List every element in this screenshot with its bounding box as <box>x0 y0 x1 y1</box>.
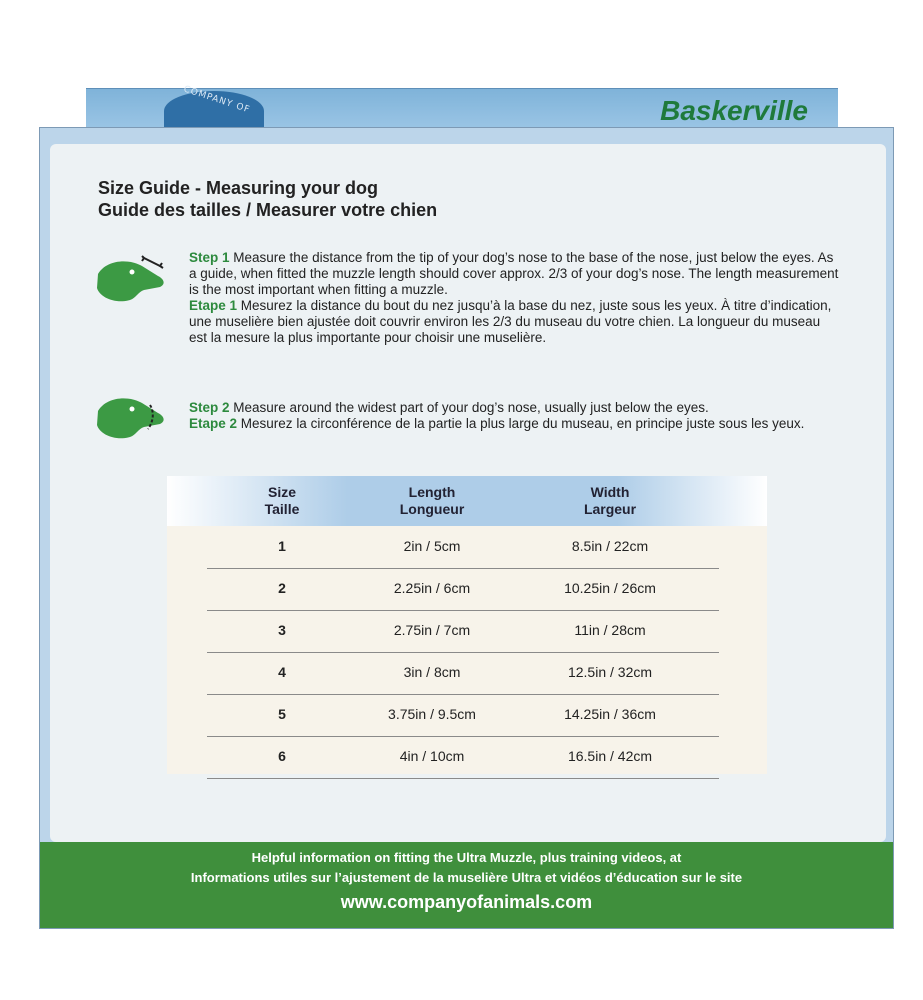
size-table <box>167 476 767 774</box>
table-row <box>207 652 719 695</box>
title-english: Size Guide - Measuring your dog <box>98 178 379 198</box>
header-length <box>367 484 497 518</box>
etape-2-label: Etape 2 <box>189 416 238 431</box>
size-cell: 6 <box>278 748 286 764</box>
step-2-text <box>189 400 839 432</box>
company-logo-text: COMPANY OF <box>182 84 252 116</box>
table-row <box>207 568 719 611</box>
header-length-en: Length <box>408 484 456 500</box>
length-cell: 3in / 8cm <box>403 664 461 680</box>
table-row <box>207 610 719 653</box>
step-2-body: Measure around the widest part of your dog’s nose, usually just below the eyes. <box>233 400 709 415</box>
header-width-en: Width <box>590 484 630 500</box>
length-cell: 2in / 5cm <box>403 538 461 554</box>
length-cell: 4in / 10cm <box>399 748 465 764</box>
width-cell: 14.25in / 36cm <box>564 706 656 722</box>
step-1-body: Measure the distance from the tip of your dog’s nose to the base of the nose, just below the eyes. As a guide, when fitted the muzzle length should cover approx. 2/3 of your dog’s nose. The length measurement is the most important when fitting a muzzle. <box>189 250 839 297</box>
size-cell: 1 <box>278 538 286 554</box>
header-size-fr: Taille <box>264 501 300 517</box>
box-face <box>40 128 893 928</box>
step-1-text <box>189 250 839 346</box>
size-cell: 2 <box>278 580 286 596</box>
size-table-header <box>167 476 767 526</box>
header-size-en: Size <box>267 484 296 500</box>
table-row <box>207 526 719 569</box>
header-width-fr: Largeur <box>583 501 637 517</box>
width-cell: 12.5in / 32cm <box>567 664 653 680</box>
footer-line-french: Informations utiles sur l’ajustement de la muselière Ultra et vidéos d’éducation sur le site <box>190 870 743 885</box>
info-footer <box>40 842 893 928</box>
etape-1-body: Mesurez la distance du bout du nez jusqu’à la base du nez, juste sous les yeux. À titre d’indication, une muselière bien ajustée doit couvrir environ les 2/3 du museau du votre chien. La longueur du museau est la mesure la plus importante pour choisir une muselière. <box>189 298 832 345</box>
length-cell: 3.75in / 9.5cm <box>388 706 476 722</box>
length-cell: 2.25in / 6cm <box>393 580 471 596</box>
width-cell: 11in / 28cm <box>574 622 646 638</box>
title-french: Guide des tailles / Measurer votre chien <box>98 200 438 220</box>
step-1-label: Step 1 <box>189 250 230 265</box>
step-2-label: Step 2 <box>189 400 230 415</box>
size-guide-panel <box>50 144 886 842</box>
size-cell: 3 <box>278 622 286 638</box>
header-width <box>545 484 675 518</box>
dog-width-icon <box>92 389 172 449</box>
size-cell: 5 <box>278 706 286 722</box>
width-cell: 8.5in / 22cm <box>571 538 649 554</box>
length-cell: 2.75in / 7cm <box>393 622 471 638</box>
width-cell: 16.5in / 42cm <box>567 748 653 764</box>
etape-1-label: Etape 1 <box>189 298 238 313</box>
header-length-fr: Longueur <box>399 501 465 517</box>
brand-name: Baskerville <box>660 95 808 126</box>
table-row <box>207 694 719 737</box>
footer-url: www.companyofanimals.com <box>340 892 593 912</box>
size-cell: 4 <box>278 664 286 680</box>
header-size <box>227 484 337 518</box>
table-row <box>207 736 719 779</box>
etape-2-body: Mesurez la circonférence de la partie la plus large du museau, en principe juste sous les yeux. <box>240 416 805 431</box>
width-cell: 10.25in / 26cm <box>564 580 656 596</box>
dog-length-icon <box>92 252 172 312</box>
footer-line-english: Helpful information on fitting the Ultra Muzzle, plus training videos, at <box>251 850 682 865</box>
box-top-flap <box>86 84 838 131</box>
